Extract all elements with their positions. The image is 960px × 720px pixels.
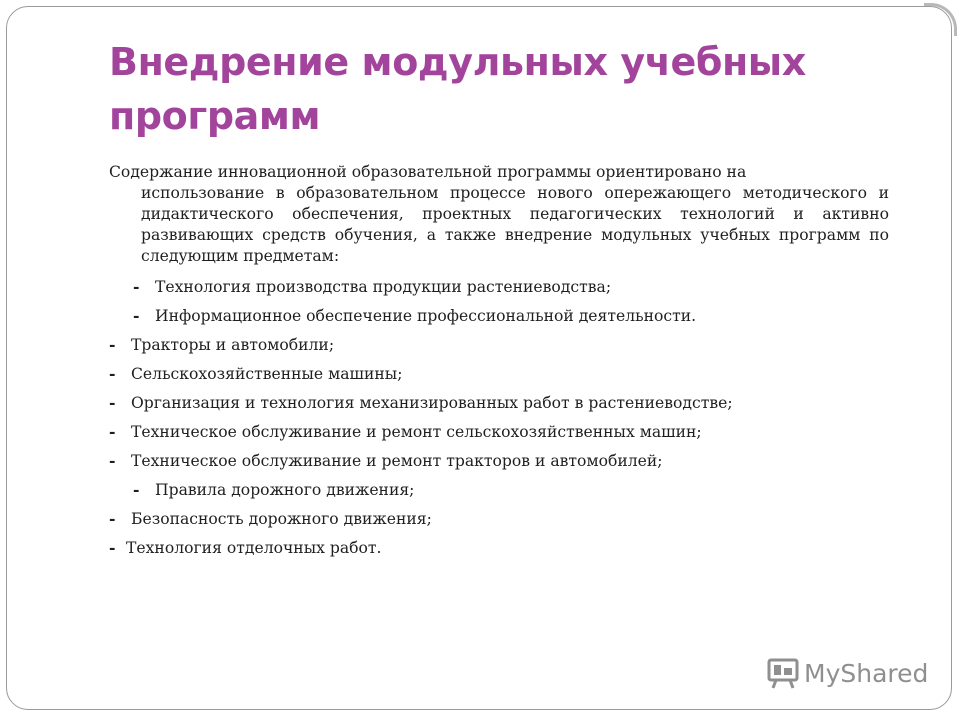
presentation-board-icon: [766, 656, 800, 690]
slide-frame: [6, 6, 952, 710]
intro-first-line: Содержание инновационной образовательной программы ориентировано на: [109, 163, 747, 181]
list-item: [109, 272, 889, 301]
watermark-text: MyShared: [804, 658, 929, 688]
slide-content: [109, 162, 889, 562]
subject-list: [109, 272, 889, 562]
list-item-text: Техническое обслуживание и ремонт тракторов и автомобилей;: [131, 452, 663, 470]
list-item-text: Безопасность дорожного движения;: [131, 510, 432, 528]
bullet-dash: -: [109, 451, 116, 470]
bullet-dash: -: [109, 364, 116, 383]
list-item: [109, 359, 889, 388]
slide-corner-shadow: [924, 3, 957, 36]
list-item: [109, 388, 889, 417]
list-item-text: Информационное обеспечение профессиональной деятельности.: [155, 307, 697, 325]
list-item: [109, 504, 889, 533]
bullet-dash: -: [133, 306, 140, 325]
list-item-text: Сельскохозяйственные машины;: [131, 365, 403, 383]
bullet-dash: -: [133, 277, 140, 296]
bullet-dash: -: [109, 422, 116, 441]
bullet-dash: -: [109, 393, 116, 412]
intro-continuation: использование в образовательном процессе нового опережающего методического и дидактического обеспечения, проектных педагогических технологий и активно развивающих средств обучения, а также внедрение модульных учебных программ по следующим предметам:: [141, 184, 889, 265]
list-item-text: Технология производства продукции растениеводства;: [155, 278, 612, 296]
slide-title: Внедрение модульных учебных программ: [109, 40, 806, 138]
list-item: [109, 533, 889, 562]
bullet-dash: -: [109, 509, 116, 528]
list-item: [109, 330, 889, 359]
list-item: [109, 301, 889, 330]
list-item-text: Правила дорожного движения;: [155, 481, 415, 499]
bullet-dash: -: [109, 335, 116, 354]
list-item-text: Техническое обслуживание и ремонт сельскохозяйственных машин;: [131, 423, 702, 441]
list-item-text: Организация и технология механизированных работ в растениеводстве;: [131, 394, 733, 412]
list-item-text: Тракторы и автомобили;: [131, 336, 335, 354]
bullet-dash: -: [109, 538, 116, 557]
myshared-watermark: [766, 655, 928, 691]
list-item: [109, 417, 889, 446]
list-item-text: Технология отделочных работ.: [126, 539, 382, 557]
list-item: [109, 446, 889, 475]
intro-paragraph: [109, 162, 889, 267]
bullet-dash: -: [133, 480, 140, 499]
list-item: [109, 475, 889, 504]
